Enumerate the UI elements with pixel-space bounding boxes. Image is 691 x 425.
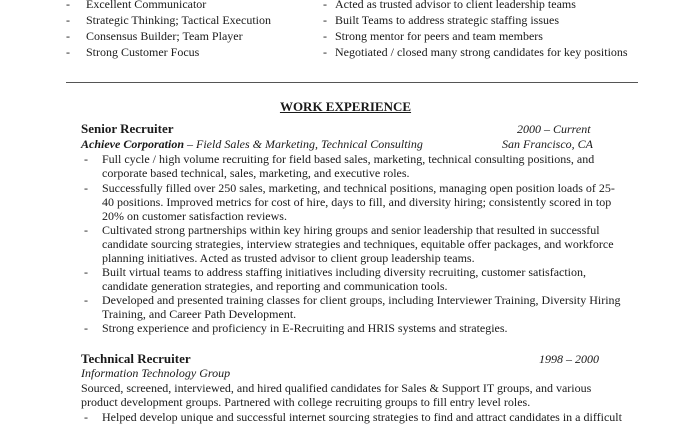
skill-item: Strong Customer Focus [86,45,200,59]
job-title: Senior Recruiter [81,121,174,136]
bullet-line: candidate generation strategies, and reporting and communication tools. [102,279,448,293]
bullet-line: Strong experience and proficiency in E-Recruiting and HRIS systems and strategies. [102,321,508,335]
bullet-line: Built virtual teams to address staffing initiatives including diversity recruiting, customer satisfaction, [102,265,587,279]
bullet-dash: - [323,45,327,59]
bullet-dash: - [84,152,88,166]
bullet-dash: - [66,13,70,27]
company-name: Achieve Corporation [81,137,185,151]
job-dates: 1998 – 2000 [539,352,599,366]
skill-item: Built Teams to address strategic staffing issues [335,13,560,27]
skill-item: Negotiated / closed many strong candidates for key positions [335,45,628,59]
bullet-line: Helped develop unique and successful internet sourcing strategies to find and attract candidates in a difficult [102,410,622,424]
skill-item: Strong mentor for peers and team members [335,29,543,43]
bullet-dash: - [84,293,88,307]
bullet-line: candidate sourcing strategies, interview strategies and techniques, equitable offer packages, and workforce [102,237,614,251]
bullet-dash: - [323,13,327,27]
job-title: Technical Recruiter [81,351,191,366]
bullet-dash: - [84,321,88,335]
company-name: Information Technology Group [81,366,231,380]
bullet-line: corporate based technical, sales, marketing, and executive roles. [102,166,410,180]
bullet-line: Successfully filled over 250 sales, marketing, and technical positions, managing open position loads of 25- [102,181,615,195]
bullet-dash: - [66,45,70,59]
bullet-dash: - [84,181,88,195]
bullet-dash: - [323,0,327,11]
bullet-line: Full cycle / high volume recruiting for field based sales, marketing, technical consulting positions, and [102,152,595,166]
bullet-line: 40 positions. Improved metrics for cost of hire, days to fill, and diversity hiring; consistently scored in top [102,195,612,209]
skill-item: Acted as trusted advisor to client leadership teams [335,0,576,11]
bullet-dash: - [323,29,327,43]
bullet-dash: - [84,265,88,279]
bullet-dash: - [84,223,88,237]
bullet-line: planning initiatives. Acted as trusted advisor to client group leadership teams. [102,251,475,265]
summary-line: product development groups. Partnered with college recruiting groups to fill entry level roles. [81,395,531,409]
company-division: – Field Sales & Marketing, Technical Consulting [184,137,423,151]
job-location: San Francisco, CA [502,137,593,151]
bullet-line: Cultivated strong partnerships within key hiring groups and senior leadership that resulted in successful [102,223,600,237]
bullet-line: Training, and Career Path Development. [102,307,297,321]
section-divider [66,82,638,83]
skill-item: Excellent Communicator [86,0,207,11]
bullet-line: Developed and presented training classes for client groups, including Interviewer Training, Diversity Hiring [102,293,621,307]
bullet-dash: - [66,29,70,43]
company-line [81,138,423,151]
skill-item: Strategic Thinking; Tactical Execution [86,13,271,27]
bullet-dash: - [84,410,88,424]
skill-item: Consensus Builder; Team Player [86,29,243,43]
summary-line: Sourced, screened, interviewed, and hired qualified candidates for Sales & Support IT groups, and various [81,381,592,395]
section-heading: WORK EXPERIENCE [279,99,412,114]
bullet-line: 20% on customer satisfaction reviews. [102,209,287,223]
bullet-dash: - [66,0,70,11]
job-dates: 2000 – Current [517,122,591,136]
